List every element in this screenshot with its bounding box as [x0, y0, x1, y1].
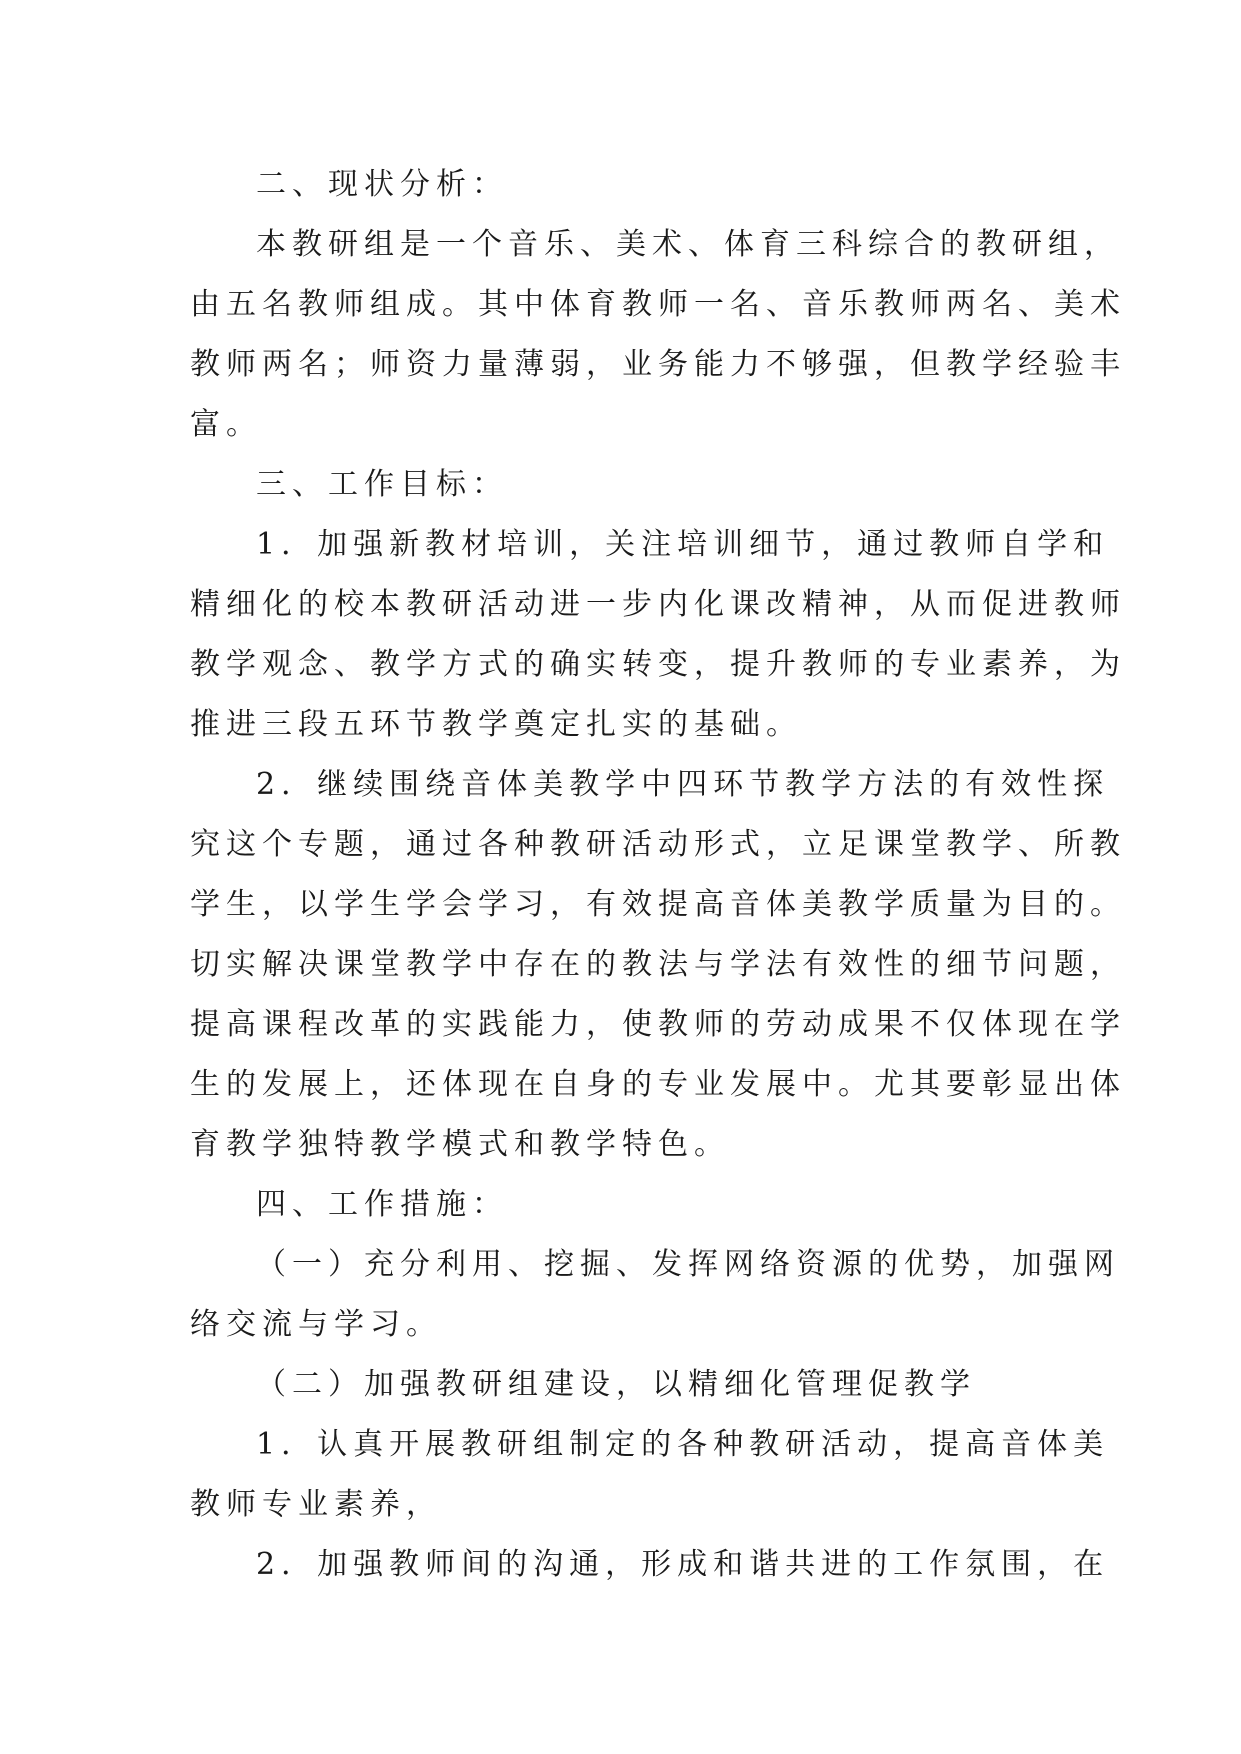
heading-work-measures — [190, 1175, 1052, 1235]
paragraph-group-composition — [190, 215, 1126, 455]
text-line: 育教学独特教学模式和教学特色。 — [190, 1127, 730, 1162]
text-line: 1．认真开展教研组制定的各种教研活动，提高音体美 — [256, 1427, 1110, 1462]
text-line: 富。 — [190, 407, 262, 442]
heading-work-goals — [190, 455, 1052, 515]
text-line: 推进三段五环节教学奠定扎实的基础。 — [190, 707, 802, 742]
text-line: 教学观念、教学方式的确实转变，提升教师的专业素养，为 — [190, 647, 1126, 682]
text-line: （一）充分利用、挖掘、发挥网络资源的优势，加强网 — [256, 1247, 1120, 1282]
text-line: 学生，以学生学会学习，有效提高音体美教学质量为目的。 — [190, 887, 1126, 922]
text-line: 四、工作措施： — [256, 1187, 508, 1222]
text-line: 二、现状分析： — [256, 167, 508, 202]
text-line: 2．加强教师间的沟通，形成和谐共进的工作氛围，在 — [256, 1547, 1110, 1582]
text-line: 切实解决课堂教学中存在的教法与学法有效性的细节问题， — [190, 947, 1126, 982]
paragraph-measure-2 — [190, 1355, 1052, 1415]
paragraph-goal-2 — [190, 755, 1126, 1175]
heading-status-analysis — [190, 155, 1052, 215]
paragraph-measure-2-item-1 — [190, 1415, 1110, 1535]
text-line: 三、工作目标： — [256, 467, 508, 502]
text-line: 精细化的校本教研活动进一步内化课改精神，从而促进教师 — [190, 587, 1126, 622]
text-line: 络交流与学习。 — [190, 1307, 442, 1342]
text-line: 教师两名；师资力量薄弱，业务能力不够强，但教学经验丰 — [190, 347, 1126, 382]
text-line: 究这个专题，通过各种教研活动形式，立足课堂教学、所教 — [190, 827, 1126, 862]
text-line: 生的发展上，还体现在自身的专业发展中。尤其要彰显出体 — [190, 1067, 1126, 1102]
text-line: （二）加强教研组建设，以精细化管理促教学 — [256, 1367, 976, 1402]
paragraph-goal-1 — [190, 515, 1126, 755]
document-page — [190, 155, 1126, 1595]
text-line: 2．继续围绕音体美教学中四环节教学方法的有效性探 — [256, 767, 1110, 802]
text-line: 1．加强新教材培训，关注培训细节，通过教师自学和 — [256, 527, 1110, 562]
paragraph-measure-2-item-2 — [190, 1535, 1110, 1595]
text-line: 教师专业素养， — [190, 1487, 442, 1522]
paragraph-measure-1 — [190, 1235, 1120, 1355]
text-line: 本教研组是一个音乐、美术、体育三科综合的教研组， — [256, 227, 1120, 262]
text-line: 由五名教师组成。其中体育教师一名、音乐教师两名、美术 — [190, 287, 1126, 322]
text-line: 提高课程改革的实践能力，使教师的劳动成果不仅体现在学 — [190, 1007, 1126, 1042]
